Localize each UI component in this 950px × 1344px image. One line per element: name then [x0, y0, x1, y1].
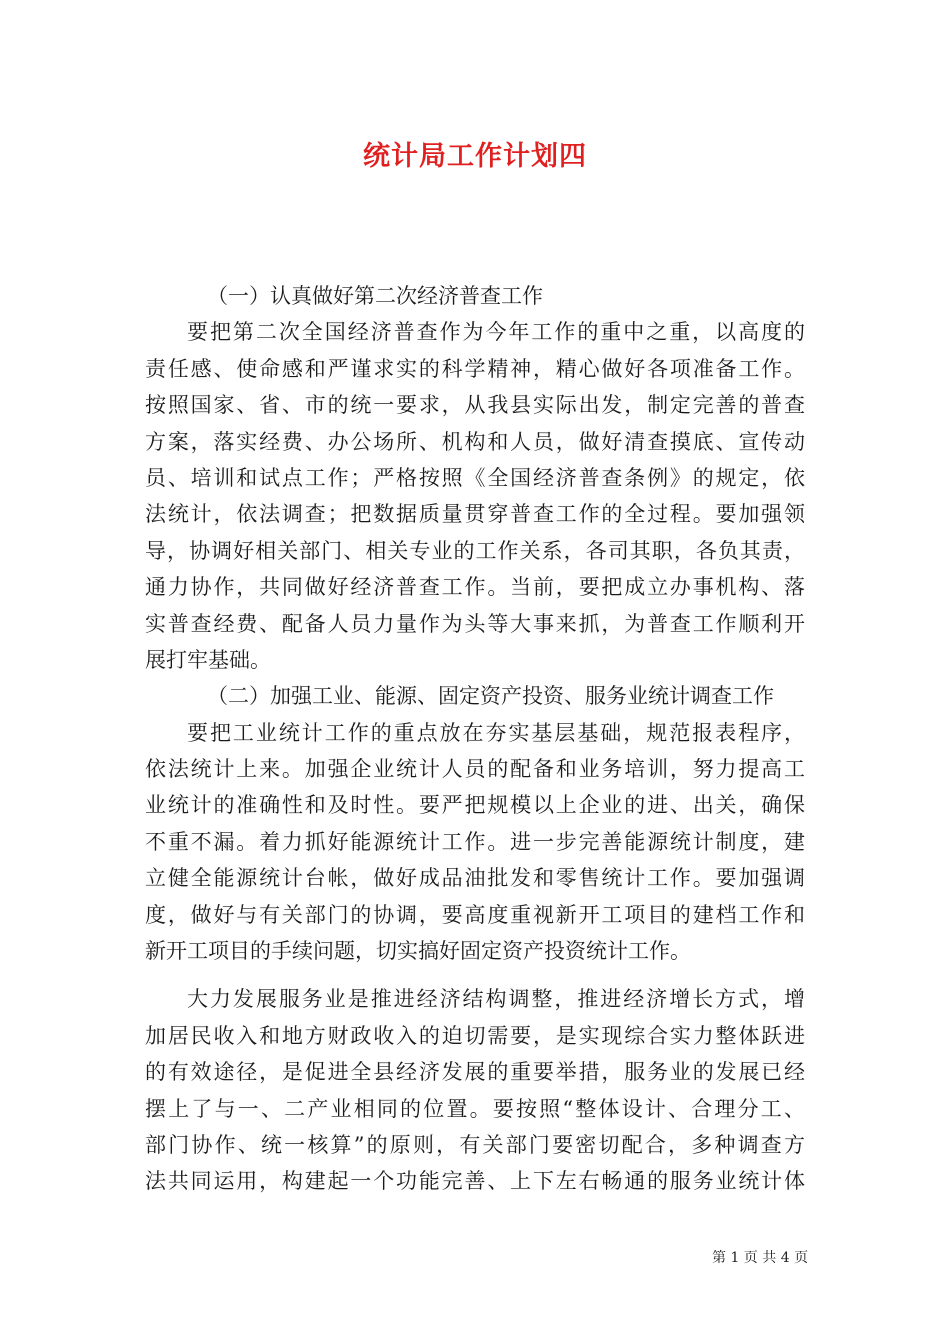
paragraph-line: 员、培训和试点工作；严格按照《全国经济普查条例》的规定，依	[145, 465, 805, 490]
paragraph-line: 依法统计上来。加强企业统计人员的配备和业务培训，努力提高工	[145, 757, 805, 782]
section-heading-2: （二）加强工业、能源、固定资产投资、服务业统计调查工作	[207, 684, 774, 709]
paragraph-line: 部门协作、统一核算”的原则，有关部门要密切配合，多种调查方	[145, 1132, 805, 1157]
paragraph-line: 方案，落实经费、办公场所、机构和人员，做好清查摸底、宣传动	[145, 429, 805, 454]
section-heading-1: （一）认真做好第二次经济普查工作	[207, 284, 543, 308]
paragraph-line: 大力发展服务业是推进经济结构调整，推进经济增长方式，增	[187, 987, 805, 1012]
paragraph-line: 度，做好与有关部门的协调，要高度重视新开工项目的建档工作和	[145, 902, 805, 927]
paragraph-line: 业统计的准确性和及时性。要严把规模以上企业的进、出关，确保	[145, 793, 805, 818]
paragraph-gap	[145, 969, 805, 981]
paragraph-line: 要把第二次全国经济普查作为今年工作的重中之重，以高度的	[187, 320, 805, 345]
paragraph-line: 法共同运用，构建起一个功能完善、上下左右畅通的服务业统计体	[145, 1169, 805, 1194]
paragraph-line: 责任感、使命感和严谨求实的科学精神，精心做好各项准备工作。	[145, 356, 805, 381]
page-number-footer: 第 1 页 共 4 页	[712, 1250, 809, 1266]
paragraph-line: 新开工项目的手续问题，切实搞好固定资产投资统计工作。	[145, 939, 691, 964]
document-body	[145, 278, 805, 1200]
paragraph-line: 加居民收入和地方财政收入的迫切需要，是实现综合实力整体跃进	[145, 1023, 805, 1048]
paragraph-line: 要把工业统计工作的重点放在夯实基层基础，规范报表程序，	[187, 720, 805, 745]
paragraph-line: 法统计，依法调查；把数据质量贯穿普查工作的全过程。要加强领	[145, 502, 805, 527]
paragraph-line: 导，协调好相关部门、相关专业的工作关系，各司其职，各负其责，	[145, 538, 805, 563]
paragraph-line: 不重不漏。着力抓好能源统计工作。进一步完善能源统计制度，建	[145, 829, 805, 854]
paragraph-line: 的有效途径，是促进全县经济发展的重要举措，服务业的发展已经	[145, 1060, 805, 1085]
document-title: 统计局工作计划四	[363, 141, 587, 172]
paragraph-line: 实普查经费、配备人员力量作为头等大事来抓，为普查工作顺利开	[145, 611, 805, 636]
paragraph-line: 立健全能源统计台帐，做好成品油批发和零售统计工作。要加强调	[145, 866, 805, 891]
paragraph-line: 展打牢基础。	[145, 647, 271, 672]
paragraph-line: 通力协作，共同做好经济普查工作。当前，要把成立办事机构、落	[145, 575, 805, 600]
paragraph-line: 摆上了与一、二产业相同的位置。要按照“整体设计、合理分工、	[145, 1096, 805, 1121]
paragraph-line: 按照国家、省、市的统一要求，从我县实际出发，制定完善的普查	[145, 393, 805, 418]
